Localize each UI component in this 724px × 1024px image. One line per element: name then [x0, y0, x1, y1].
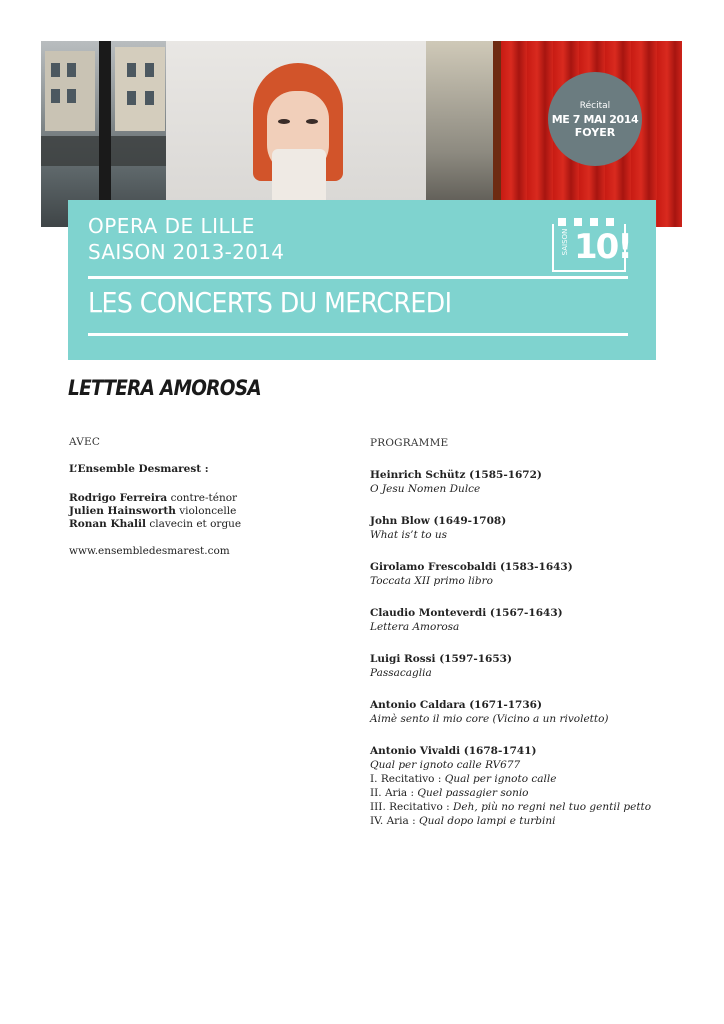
series-title: LES CONCERTS DU MERCREDI	[88, 286, 452, 319]
performer: Rodrigo Ferreira contre-ténor	[69, 492, 238, 504]
work-title: Passacaglia	[370, 667, 432, 679]
programme-label: PROGRAMME	[370, 437, 449, 449]
performer: Ronan Khalil clavecin et orgue	[69, 518, 242, 530]
composer: John Blow (1649-1708)	[370, 515, 507, 527]
work-title: Toccata XII primo libro	[370, 575, 493, 587]
recital-venue: FOYER	[574, 125, 616, 139]
work-title: Qual per ignoto calle RV677	[370, 759, 521, 771]
logo-saison-text: SAISON	[561, 228, 569, 256]
composer: Antonio Caldara (1671-1736)	[370, 699, 542, 711]
programme-item	[370, 744, 690, 828]
programme-item	[370, 698, 690, 726]
performer-list	[69, 492, 349, 531]
divider	[88, 276, 628, 279]
performer: Julien Hainsworth violoncelle	[69, 505, 237, 517]
ensemble-name: L’Ensemble Desmarest :	[69, 463, 209, 475]
composer: Claudio Monteverdi (1567-1643)	[370, 607, 563, 619]
composer: Luigi Rossi (1597-1653)	[370, 653, 512, 665]
recital-label: Récital	[579, 100, 611, 111]
ensemble-website-link[interactable]: www.ensembledesmarest.com	[69, 545, 230, 557]
recital-date: ME 7 MAI 2014	[551, 112, 639, 126]
programme-item	[370, 560, 690, 588]
work-title: O Jesu Nomen Dulce	[370, 483, 481, 495]
programme-column	[370, 436, 690, 828]
movement: IV. Aria : Qual dopo lampi e turbini	[370, 815, 556, 827]
movement: II. Aria : Quel passagier sonio	[370, 787, 529, 799]
avec-label: AVEC	[69, 436, 101, 448]
programme-item	[370, 606, 690, 634]
composer: Antonio Vivaldi (1678-1741)	[370, 745, 537, 757]
avec-column	[69, 436, 349, 558]
programme-item	[370, 468, 690, 496]
recital-badge	[548, 72, 642, 166]
composer: Girolamo Frescobaldi (1583-1643)	[370, 561, 573, 573]
movement: I. Recitativo : Qual per ignoto calle	[370, 773, 557, 785]
work-title: What is’t to us	[370, 529, 448, 541]
logo-number: 10!	[574, 227, 631, 267]
work-title: Aimè sento il mio core (Vicino a un rivoletto)	[370, 713, 609, 725]
divider	[88, 333, 628, 336]
work-title: Lettera Amorosa	[370, 621, 460, 633]
house-name: OPERA DE LILLE	[88, 214, 255, 238]
season-label: SAISON 2013-2014	[88, 240, 285, 264]
composer: Heinrich Schütz (1585-1672)	[370, 469, 542, 481]
saison-10-logo	[552, 224, 631, 272]
concert-title: LETTERA AMOROSA	[68, 376, 262, 400]
programme-item	[370, 514, 690, 542]
movement: III. Recitativo : Deh, più no regni nel tuo gentil petto	[370, 801, 652, 813]
programme-item	[370, 652, 690, 680]
header-panel	[68, 200, 656, 360]
